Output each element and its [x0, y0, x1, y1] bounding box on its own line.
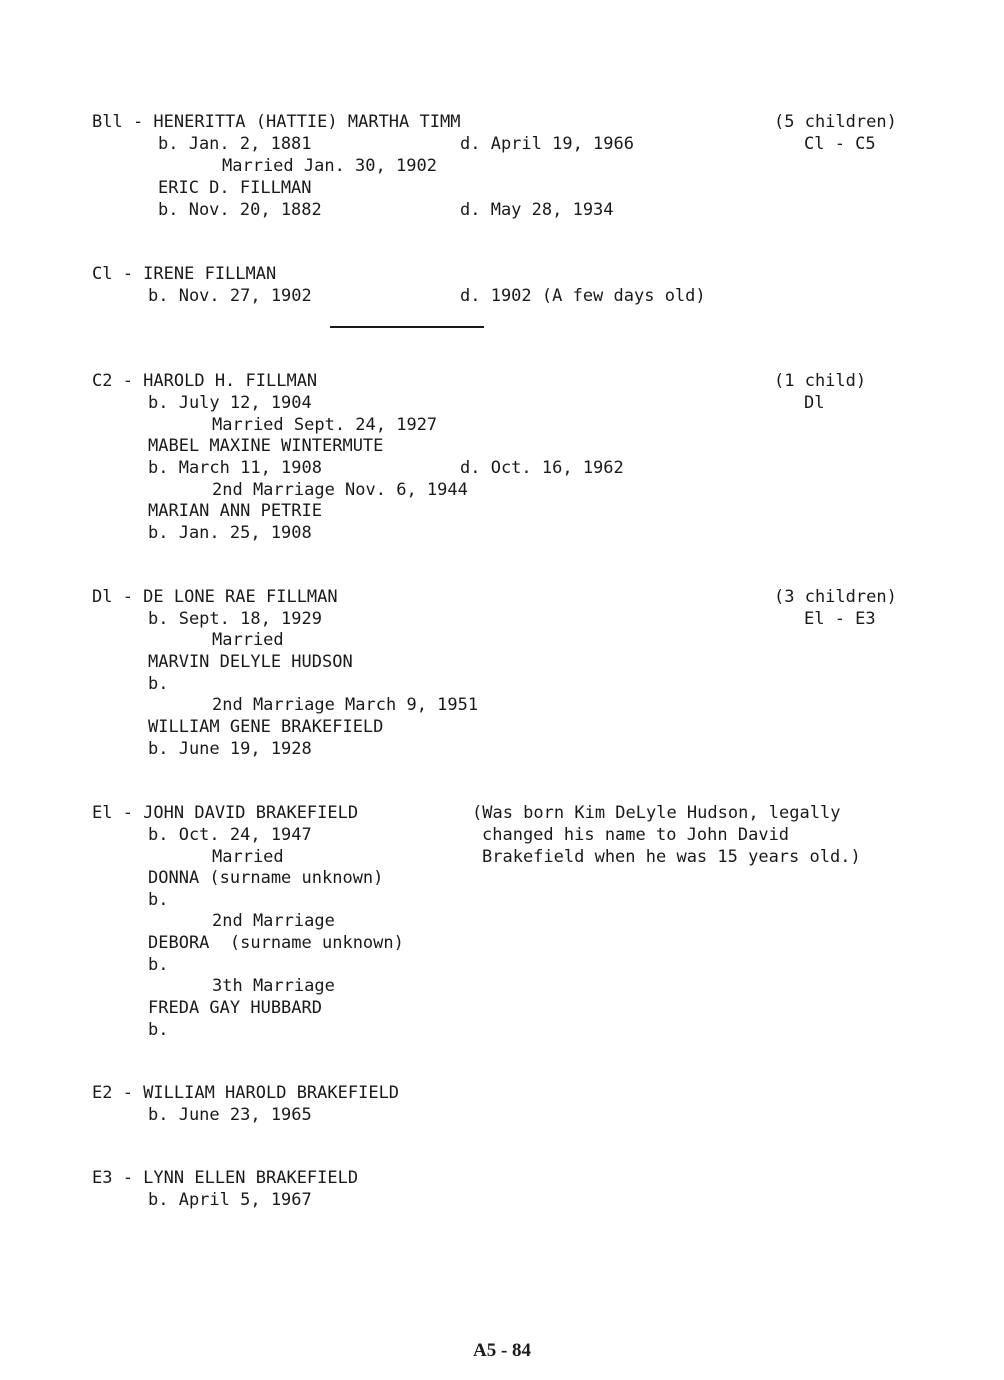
entry-c2-spouse2-born: b. Jan. 25, 1908	[148, 523, 312, 543]
entry-b11-born: b. Jan. 2, 1881	[158, 134, 312, 154]
entry-e1-header: El - JOHN DAVID BRAKEFIELD	[92, 803, 359, 823]
entry-e3-born: b. April 5, 1967	[148, 1190, 312, 1210]
entry-e1-spouse3: FREDA GAY HUBBARD	[148, 998, 322, 1018]
entry-e2-header: E2 - WILLIAM HAROLD BRAKEFIELD	[92, 1083, 400, 1103]
entry-b11-children-count: (5 children)	[774, 112, 897, 132]
entry-c2-married2: 2nd Marriage Nov. 6, 1944	[212, 480, 468, 500]
entry-e1-spouse2-born: b.	[148, 955, 169, 975]
entry-c2-spouse-born: b. March 11, 1908	[148, 458, 322, 478]
entry-c2-born: b. July 12, 1904	[148, 393, 312, 413]
entry-d1-born: b. Sept. 18, 1929	[148, 609, 322, 629]
entry-c2-spouse2: MARIAN ANN PETRIE	[148, 501, 322, 521]
entry-c1-header: Cl - IRENE FILLMAN	[92, 264, 277, 284]
entry-d1-spouse2-born: b. June 19, 1928	[148, 739, 312, 759]
entry-e1-spouse-born: b.	[148, 890, 169, 910]
entry-c2-children-range: Dl	[804, 393, 825, 413]
entry-d1-spouse: MARVIN DELYLE HUDSON	[148, 652, 353, 672]
entry-d1-married2: 2nd Marriage March 9, 1951	[212, 695, 479, 715]
entry-e1-married2: 2nd Marriage	[212, 911, 335, 931]
entry-c2-married: Married Sept. 24, 1927	[212, 415, 438, 435]
entry-d1-married: Married	[212, 630, 284, 650]
entry-d1-spouse2: WILLIAM GENE BRAKEFIELD	[148, 717, 384, 737]
entry-d1-children-count: (3 children)	[774, 587, 897, 607]
entry-e1-married: Married	[212, 847, 284, 867]
entry-e1-note-line1: (Was born Kim DeLyle Hudson, legally	[472, 803, 841, 823]
entry-c2-children-count: (1 child)	[774, 371, 867, 391]
entry-c2-spouse: MABEL MAXINE WINTERMUTE	[148, 436, 384, 456]
section-divider	[330, 326, 484, 328]
entry-b11-spouse-died: d. May 28, 1934	[460, 200, 614, 220]
entry-b11-children-range: Cl - C5	[804, 134, 876, 154]
entry-e1-note-line2: changed his name to John David	[482, 825, 790, 845]
entry-e1-born: b. Oct. 24, 1947	[148, 825, 312, 845]
entry-b11-header: Bll - HENERITTA (HATTIE) MARTHA TIMM	[92, 112, 461, 132]
entry-c1-born: b. Nov. 27, 1902	[148, 286, 312, 306]
entry-c1-died: d. 1902 (A few days old)	[460, 286, 706, 306]
entry-b11-married: Married Jan. 30, 1902	[222, 156, 437, 176]
entry-c2-spouse-died: d. Oct. 16, 1962	[460, 458, 624, 478]
entry-e3-header: E3 - LYNN ELLEN BRAKEFIELD	[92, 1168, 359, 1188]
entry-e2-born: b. June 23, 1965	[148, 1105, 312, 1125]
entry-b11-died: d. April 19, 1966	[460, 134, 634, 154]
entry-e1-note-line3: Brakefield when he was 15 years old.)	[482, 847, 861, 867]
entry-d1-children-range: El - E3	[804, 609, 876, 629]
page-number: A5 - 84	[472, 1340, 532, 1361]
entry-e1-spouse2: DEBORA (surname unknown)	[148, 933, 404, 953]
entry-c2-header: C2 - HAROLD H. FILLMAN	[92, 371, 318, 391]
entry-e1-spouse: DONNA (surname unknown)	[148, 868, 384, 888]
entry-b11-spouse: ERIC D. FILLMAN	[158, 178, 312, 198]
entry-b11-spouse-born: b. Nov. 20, 1882	[158, 200, 322, 220]
entry-e1-married3: 3th Marriage	[212, 976, 335, 996]
entry-d1-spouse-born: b.	[148, 674, 169, 694]
entry-d1-header: Dl - DE LONE RAE FILLMAN	[92, 587, 338, 607]
entry-e1-spouse3-born: b.	[148, 1020, 169, 1040]
